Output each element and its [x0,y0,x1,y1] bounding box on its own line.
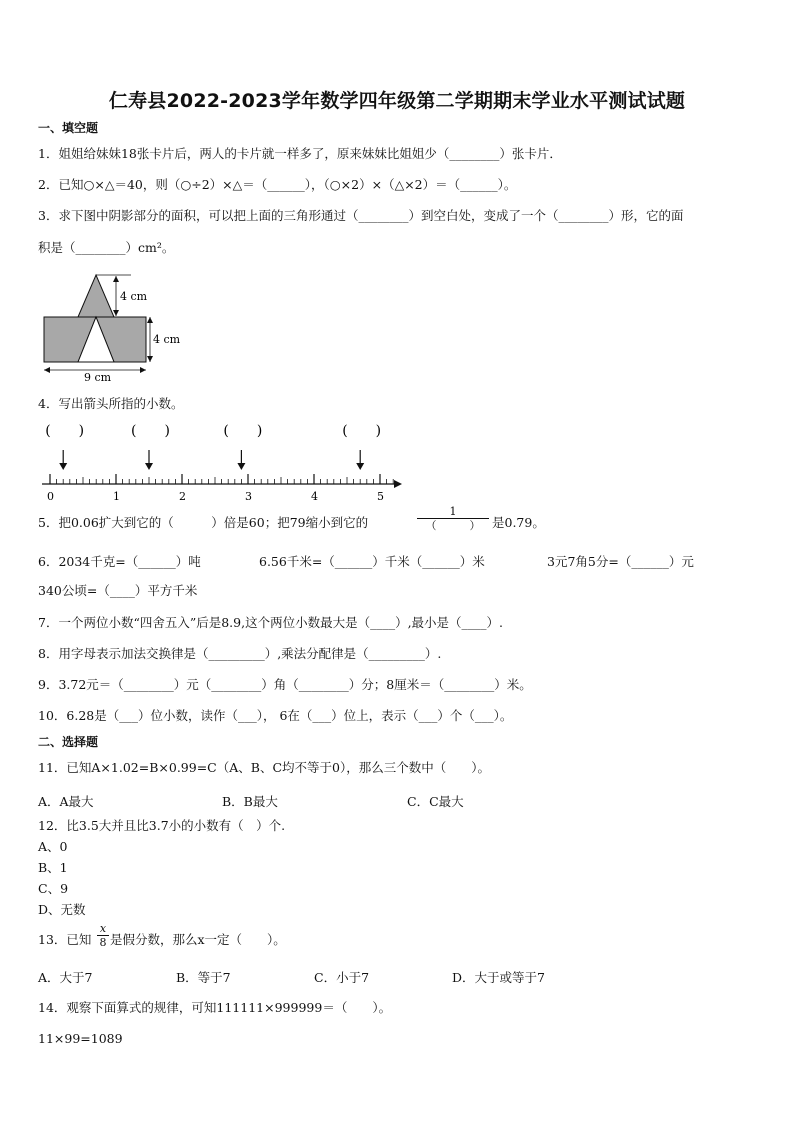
q11-option-b: B．B最大 [222,794,278,809]
question-5-fraction [417,505,489,532]
question-13-part2: 是假分数，那么x一定（ ）。 [110,932,286,947]
question-8: 8．用字母表示加法交换律是（_________）,乘法分配律是（_________）. [38,646,442,661]
fraction-numerator: x [99,922,107,935]
q12-option-a: A、0 [38,839,68,854]
number-line-arrowhead [145,463,153,470]
number-line-label: 1 [113,490,120,503]
q13-option-a: A．大于7 [38,970,93,985]
q12-option-b: B、1 [38,860,68,875]
number-line-label: 4 [311,490,318,503]
q12-option-c: C、9 [38,881,69,896]
fraction-numerator: 1 [449,505,457,518]
question-5-part2: 是0.79。 [492,515,545,530]
number-line-label: 2 [179,490,186,503]
answer-blank[interactable]: ( ) [342,423,382,439]
question-3-line1: 3．求下图中阴影部分的面积，可以把上面的三角形通过（________）到空白处，变成了一个（________）形，它的面 [38,208,684,223]
question-7: 7．一个两位小数“四舍五入”后是8.9,这个两位小数最大是（____）,最小是（____）. [38,615,504,630]
question-6b: 6.56千米=（______）千米（______）米 [259,554,485,569]
question-14-example: 11×99=1089 [38,1031,123,1046]
fraction-denominator: （ ） [417,518,489,532]
number-line-arrowhead [59,463,67,470]
question-14: 14．观察下面算式的规律，可知111111×999999＝（ ）。 [38,1000,392,1015]
answer-blank[interactable]: ( ) [131,423,170,439]
width-label: 9 cm [84,371,112,384]
question-10: 10．6.28是（___）位小数，读作（___）， 6在（___）位上，表示（___）个（___）。 [38,708,513,723]
question-6d: 340公顷=（____）平方千米 [38,583,198,598]
q13-option-b: B．等于7 [176,970,231,985]
top-height-label: 4 cm [120,290,148,303]
question-6c: 3元7角5分=（______）元 [547,554,694,569]
shaded-area-figure [36,270,196,385]
answer-blank[interactable]: ( ) [45,423,85,439]
question-4: 4．写出箭头所指的小数。 [38,396,184,411]
question-13-fraction [97,922,109,949]
question-12: 12．比3.5大并且比3.7小的小数有（ ）个. [38,818,286,833]
answer-blank[interactable]: ( ) [223,423,263,439]
number-line-label: 0 [47,490,54,503]
right-height-label: 4 cm [153,333,181,346]
question-2: 2．已知○×△＝40，则（○÷2）×△＝（______），（○×2）×（△×2）＝（______）。 [38,177,517,192]
number-line-label: 3 [245,490,252,503]
number-line-label: 5 [377,490,384,503]
section-heading-choice: 二、选择题 [38,735,99,749]
number-line-arrowhead [356,463,364,470]
number-line-arrowhead [237,463,245,470]
number-line-figure [36,418,416,503]
q11-option-c: C．C最大 [407,794,464,809]
question-1: 1．姐姐给妹妹18张卡片后，两人的卡片就一样多了，原来妹妹比姐姐少（________）张卡片． [38,146,562,161]
fraction-denominator: 8 [97,935,109,949]
question-3-line2: 积是（________）cm²。 [38,240,175,255]
q13-option-d: D．大于或等于7 [452,970,545,985]
question-11: 11．已知A×1.02=B×0.99=C（A、B、C均不等于0），那么三个数中（ ）。 [38,760,490,775]
question-6a: 6．2034千克=（______）吨 [38,554,201,569]
q11-option-a: A．A最大 [38,794,94,809]
question-13-part1: 13．已知 [38,932,92,947]
section-heading-fill-in: 一、填空题 [38,121,99,135]
question-5 [38,515,368,531]
page-title: 仁寿县2022-2023学年数学四年级第二学期期末学业水平测试试题 [108,90,686,112]
top-triangle [78,275,114,317]
question-9: 9．3.72元＝（________）元（________）角（________）分；8厘米＝（________）米。 [38,677,532,692]
q13-option-c: C．小于7 [314,970,370,985]
q12-option-d: D、无数 [38,902,86,917]
question-5-part1: 5．把0.06扩大到它的（ ）倍是60；把79缩小到它的 [38,515,369,530]
